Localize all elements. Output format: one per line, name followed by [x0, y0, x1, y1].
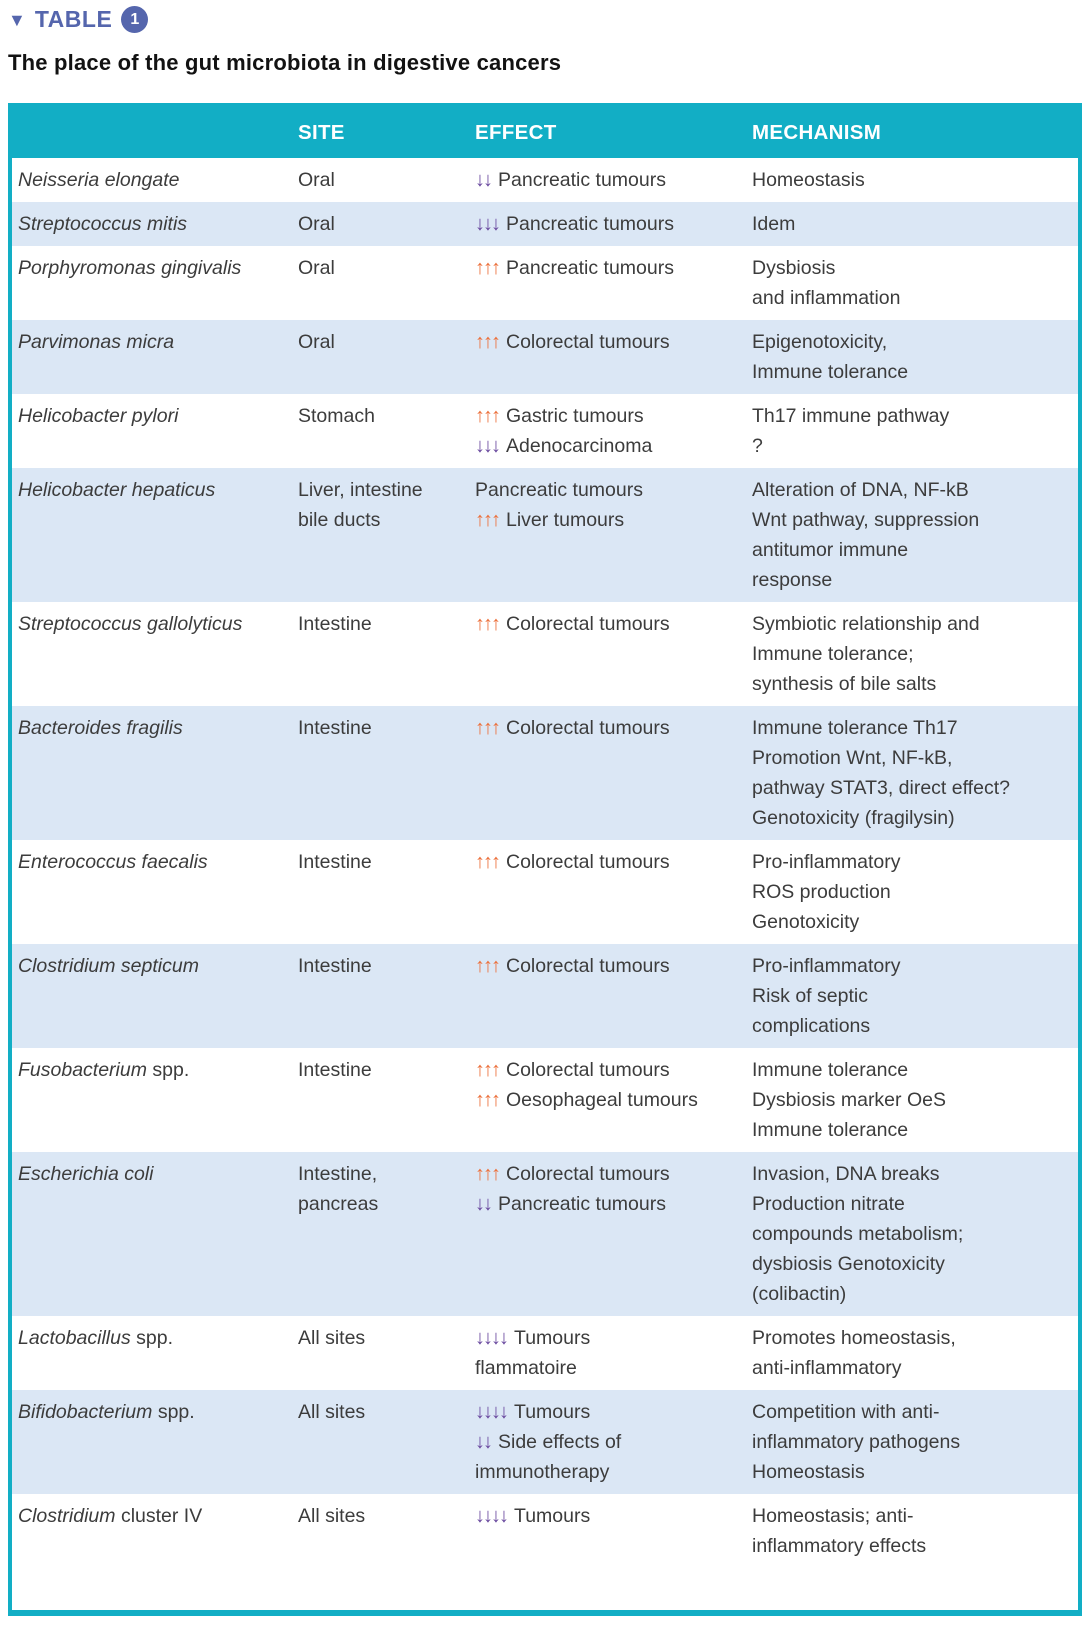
microbiota-table — [8, 103, 1082, 1616]
mechanism-line: (colibactin) — [752, 1283, 847, 1305]
organism-name: Fusobacterium — [18, 1059, 147, 1081]
site-cell — [298, 202, 475, 246]
effect-cell — [475, 202, 752, 246]
effect-cell — [475, 468, 752, 602]
table-row — [12, 1152, 1078, 1316]
mechanism-line: dysbiosis Genotoxicity — [752, 1253, 945, 1275]
effect-line — [475, 1323, 740, 1353]
effect-text: Tumours — [514, 1327, 591, 1349]
organism-cell — [12, 1048, 298, 1152]
mechanism-line: response — [752, 569, 833, 591]
organism-name: Escherichia coli — [18, 1163, 154, 1185]
effect-line — [475, 1055, 740, 1085]
effect-cell — [475, 602, 752, 706]
effect-line — [475, 209, 740, 239]
table-caption — [8, 6, 1082, 33]
organism-cell — [12, 840, 298, 944]
mechanism-cell — [752, 840, 1078, 944]
organism-suffix: cluster IV — [115, 1505, 203, 1527]
effect-text: Colorectal tumours — [506, 955, 670, 977]
effect-text: Colorectal tumours — [506, 613, 670, 635]
site-cell — [298, 1390, 475, 1494]
site-line: pancreas — [298, 1193, 379, 1215]
table-row — [12, 202, 1078, 246]
mechanism-line: inflammatory pathogens — [752, 1431, 961, 1453]
mechanism-line: Promotion Wnt, NF-kB, — [752, 747, 953, 769]
organism-name: Parvimonas micra — [18, 331, 175, 353]
mechanism-line: inflammatory effects — [752, 1535, 927, 1557]
mechanism-line: Invasion, DNA breaks — [752, 1163, 940, 1185]
mechanism-line: and inflammation — [752, 287, 901, 309]
site-cell — [298, 158, 475, 202]
mechanism-cell — [752, 1152, 1078, 1316]
column-header-site: SITE — [298, 121, 345, 144]
effect-cell — [475, 246, 752, 320]
effect-text: Colorectal tumours — [506, 1163, 670, 1185]
table-row — [12, 706, 1078, 840]
organism-name: Lactobacillus — [18, 1327, 131, 1349]
effect-text: Pancreatic tumours — [498, 1193, 666, 1215]
mechanism-line: Immune tolerance Th17 — [752, 717, 958, 739]
organism-cell — [12, 1494, 298, 1568]
table-row — [12, 1316, 1078, 1390]
table-number-badge: 1 — [121, 6, 148, 33]
mechanism-line: Th17 immune pathway — [752, 405, 950, 427]
column-header-mechanism: MECHANISM — [752, 121, 882, 144]
organism-name: Bifidobacterium — [18, 1401, 153, 1423]
mechanism-cell — [752, 320, 1078, 394]
organism-name: Streptococcus gallolyticus — [18, 613, 243, 635]
up-arrows-icon: ↑↑↑ — [475, 509, 499, 531]
table-row — [12, 246, 1078, 320]
effect-line — [475, 1353, 740, 1383]
table-row — [12, 1390, 1078, 1494]
effect-line — [475, 1501, 740, 1531]
effect-line — [475, 431, 740, 461]
site-cell — [298, 706, 475, 840]
site-cell — [298, 1048, 475, 1152]
mechanism-line: Idem — [752, 213, 796, 235]
mechanism-line: ? — [752, 435, 763, 457]
up-arrows-icon: ↑↑↑ — [475, 1163, 499, 1185]
site-line: Liver, intestine — [298, 479, 423, 501]
site-line: Intestine — [298, 851, 372, 873]
effect-text: Liver tumours — [506, 509, 625, 531]
mechanism-cell — [752, 706, 1078, 840]
down-arrows-icon: ↓↓ — [475, 1431, 491, 1453]
site-line: Oral — [298, 257, 335, 279]
page — [0, 0, 1090, 76]
organism-cell — [12, 602, 298, 706]
table-row — [12, 320, 1078, 394]
mechanism-cell — [752, 944, 1078, 1048]
organism-name: Clostridium septicum — [18, 955, 199, 977]
mechanism-line: Immune tolerance; — [752, 643, 914, 665]
mechanism-line: Homeostasis — [752, 169, 865, 191]
effect-text: Colorectal tumours — [506, 331, 670, 353]
table-label-text: TABLE — [34, 6, 113, 32]
mechanism-line: Homeostasis; anti- — [752, 1505, 914, 1527]
table-title: The place of the gut microbiota in digestive cancers — [8, 50, 562, 75]
site-cell — [298, 468, 475, 602]
effect-line — [475, 475, 740, 505]
up-arrows-icon: ↑↑↑ — [475, 257, 499, 279]
site-line: Stomach — [298, 405, 375, 427]
mechanism-cell — [752, 394, 1078, 468]
effect-cell — [475, 706, 752, 840]
effect-cell — [475, 158, 752, 202]
effect-cell — [475, 320, 752, 394]
column-header-effect: EFFECT — [475, 121, 557, 144]
effect-cell — [475, 840, 752, 944]
mechanism-line: Pro-inflammatory — [752, 955, 901, 977]
site-cell — [298, 602, 475, 706]
mechanism-line: Alteration of DNA, NF-kB — [752, 479, 969, 501]
site-cell — [298, 1316, 475, 1390]
triangle-down-icon: ▼ — [8, 9, 26, 30]
site-line: Oral — [298, 331, 335, 353]
organism-name: Enterococcus faecalis — [18, 851, 208, 873]
mechanism-line: compounds metabolism; — [752, 1223, 964, 1245]
mechanism-line: Immune tolerance — [752, 1119, 909, 1141]
effect-line — [475, 1085, 740, 1115]
mechanism-line: complications — [752, 1015, 871, 1037]
site-line: Intestine, — [298, 1163, 378, 1185]
effect-text: Gastric tumours — [506, 405, 644, 427]
effect-text: Adenocarcinoma — [506, 435, 653, 457]
effect-cell — [475, 1390, 752, 1494]
organism-name: Helicobacter hepaticus — [18, 479, 216, 501]
site-line: Intestine — [298, 955, 372, 977]
effect-text: Tumours — [514, 1401, 591, 1423]
table-row — [12, 468, 1078, 602]
up-arrows-icon: ↑↑↑ — [475, 955, 499, 977]
organism-cell — [12, 1316, 298, 1390]
site-line: All sites — [298, 1505, 366, 1527]
effect-text: Pancreatic tumours — [506, 213, 674, 235]
site-cell — [298, 1152, 475, 1316]
down-arrows-icon: ↓↓ — [475, 169, 491, 191]
effect-line — [475, 847, 740, 877]
mechanism-line: ROS production — [752, 881, 891, 903]
organism-cell — [12, 706, 298, 840]
mechanism-line: Competition with anti- — [752, 1401, 940, 1423]
site-line: All sites — [298, 1401, 366, 1423]
effect-text: Tumours — [514, 1505, 591, 1527]
organism-name: Clostridium — [18, 1505, 116, 1527]
site-cell — [298, 394, 475, 468]
mechanism-line: Dysbiosis — [752, 257, 836, 279]
effect-text: Colorectal tumours — [506, 851, 670, 873]
table-body — [12, 158, 1078, 1610]
site-cell — [298, 944, 475, 1048]
mechanism-cell — [752, 1048, 1078, 1152]
organism-suffix: spp. — [152, 1401, 195, 1423]
mechanism-line: Wnt pathway, suppression — [752, 509, 980, 531]
effect-cell — [475, 1048, 752, 1152]
mechanism-cell — [752, 1316, 1078, 1390]
organism-name: Bacteroides fragilis — [18, 717, 183, 739]
effect-line — [475, 1189, 740, 1219]
organism-cell — [12, 944, 298, 1048]
mechanism-cell — [752, 1494, 1078, 1568]
organism-name: Porphyromonas gingivalis — [18, 257, 242, 279]
effect-cell — [475, 1316, 752, 1390]
up-arrows-icon: ↑↑↑ — [475, 331, 499, 353]
table-row — [12, 1048, 1078, 1152]
site-line: Intestine — [298, 1059, 372, 1081]
mechanism-cell — [752, 246, 1078, 320]
effect-cell — [475, 1152, 752, 1316]
mechanism-line: Production nitrate — [752, 1193, 905, 1215]
organism-name: Neisseria elongate — [18, 169, 180, 191]
mechanism-line: Genotoxicity — [752, 911, 860, 933]
down-arrows-icon: ↓↓↓↓ — [475, 1505, 507, 1527]
table-row — [12, 944, 1078, 1048]
organism-cell — [12, 1390, 298, 1494]
up-arrows-icon: ↑↑↑ — [475, 405, 499, 427]
mechanism-line: Symbiotic relationship and — [752, 613, 980, 635]
organism-cell — [12, 320, 298, 394]
effect-text: Side effects of — [498, 1431, 622, 1453]
effect-line — [475, 327, 740, 357]
down-arrows-icon: ↓↓↓↓ — [475, 1401, 507, 1423]
table-row — [12, 1494, 1078, 1610]
site-line: All sites — [298, 1327, 366, 1349]
up-arrows-icon: ↑↑↑ — [475, 851, 499, 873]
up-arrows-icon: ↑↑↑ — [475, 1089, 499, 1111]
effect-cell — [475, 944, 752, 1048]
down-arrows-icon: ↓↓↓ — [475, 435, 499, 457]
mechanism-cell — [752, 202, 1078, 246]
organism-name: Helicobacter pylori — [18, 405, 179, 427]
effect-text: Pancreatic tumours — [498, 169, 666, 191]
site-cell — [298, 840, 475, 944]
mechanism-line: Immune tolerance — [752, 361, 909, 383]
mechanism-line: Promotes homeostasis, — [752, 1327, 956, 1349]
organism-cell — [12, 394, 298, 468]
effect-line — [475, 951, 740, 981]
down-arrows-icon: ↓↓↓↓ — [475, 1327, 507, 1349]
organism-cell — [12, 246, 298, 320]
down-arrows-icon: ↓↓ — [475, 1193, 491, 1215]
organism-suffix: spp. — [130, 1327, 174, 1349]
mechanism-line: anti-inflammatory — [752, 1357, 902, 1379]
site-line: bile ducts — [298, 509, 381, 531]
column-header-organism — [12, 107, 298, 158]
effect-text: Oesophageal tumours — [506, 1089, 698, 1111]
mechanism-cell — [752, 158, 1078, 202]
effect-line — [475, 505, 740, 535]
effect-line — [475, 609, 740, 639]
table-row — [12, 602, 1078, 706]
site-cell — [298, 320, 475, 394]
up-arrows-icon: ↑↑↑ — [475, 1059, 499, 1081]
effect-text: flammatoire — [475, 1357, 577, 1379]
organism-cell — [12, 202, 298, 246]
up-arrows-icon: ↑↑↑ — [475, 717, 499, 739]
mechanism-cell — [752, 1390, 1078, 1494]
table-header-row — [12, 107, 1078, 158]
site-line: Oral — [298, 169, 335, 191]
effect-line — [475, 1457, 740, 1487]
mechanism-line: Pro-inflammatory — [752, 851, 901, 873]
mechanism-line: Epigenotoxicity, — [752, 331, 888, 353]
effect-line — [475, 253, 740, 283]
effect-line — [475, 1427, 740, 1457]
effect-cell — [475, 1494, 752, 1568]
mechanism-line: Risk of septic — [752, 985, 868, 1007]
effect-text: immunotherapy — [475, 1461, 610, 1483]
effect-line — [475, 713, 740, 743]
site-cell — [298, 246, 475, 320]
mechanism-cell — [752, 468, 1078, 602]
down-arrows-icon: ↓↓↓ — [475, 213, 499, 235]
mechanism-line: pathway STAT3, direct effect? — [752, 777, 1010, 799]
effect-text: Pancreatic tumours — [506, 257, 674, 279]
up-arrows-icon: ↑↑↑ — [475, 613, 499, 635]
organism-cell — [12, 158, 298, 202]
mechanism-line: Immune tolerance — [752, 1059, 909, 1081]
organism-name: Streptococcus mitis — [18, 213, 188, 235]
effect-line — [475, 1159, 740, 1189]
organism-cell — [12, 1152, 298, 1316]
effect-cell — [475, 394, 752, 468]
mechanism-line: antitumor immune — [752, 539, 909, 561]
site-line: Intestine — [298, 613, 372, 635]
effect-line — [475, 165, 740, 195]
effect-line — [475, 1397, 740, 1427]
mechanism-line: Homeostasis — [752, 1461, 865, 1483]
effect-text: Pancreatic tumours — [475, 479, 643, 501]
mechanism-line: Dysbiosis marker OeS — [752, 1089, 946, 1111]
effect-text: Colorectal tumours — [506, 1059, 670, 1081]
site-line: Intestine — [298, 717, 372, 739]
mechanism-line: synthesis of bile salts — [752, 673, 937, 695]
site-cell — [298, 1494, 475, 1568]
site-line: Oral — [298, 213, 335, 235]
table-row — [12, 394, 1078, 468]
organism-cell — [12, 468, 298, 602]
table-row — [12, 840, 1078, 944]
mechanism-line: Genotoxicity (fragilysin) — [752, 807, 955, 829]
effect-text: Colorectal tumours — [506, 717, 670, 739]
effect-line — [475, 401, 740, 431]
mechanism-cell — [752, 602, 1078, 706]
table-row — [12, 158, 1078, 202]
organism-suffix: spp. — [146, 1059, 190, 1081]
